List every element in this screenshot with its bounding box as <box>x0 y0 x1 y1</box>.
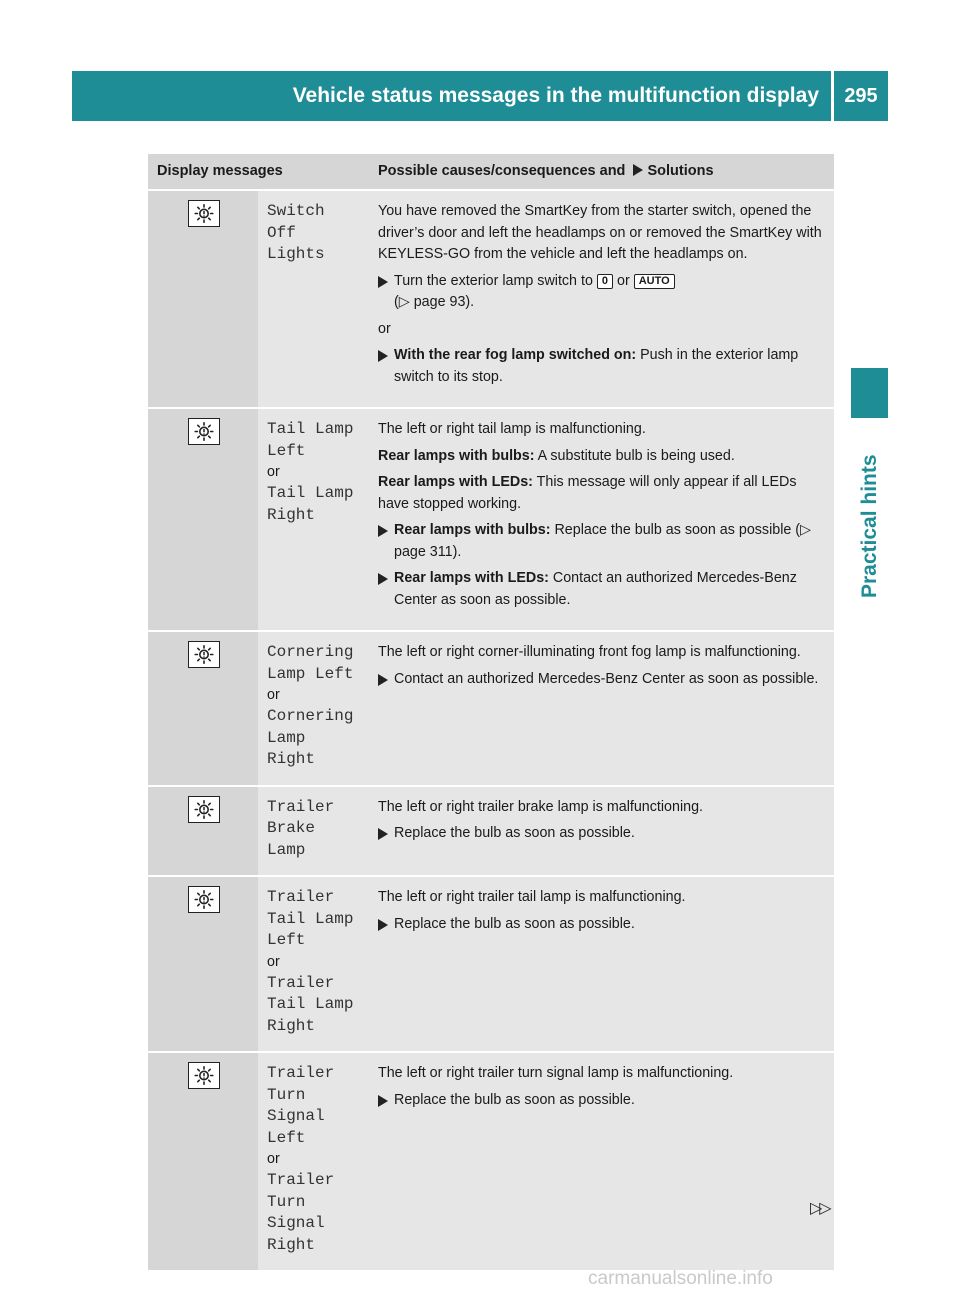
step-arrow-icon <box>378 919 388 931</box>
step-text: Replace the bulb as soon as possible (▷ page 311). <box>394 522 812 560</box>
step-arrow-icon <box>378 525 388 537</box>
section-tab-label: Practical hints <box>858 454 881 598</box>
step-arrow-icon <box>378 1095 388 1107</box>
cause-detail: A substitute bulb is being used. <box>534 447 735 464</box>
cause-text: The left or right corner-illuminating front fog lamp is malfunctioning. <box>378 644 801 660</box>
solution-step <box>378 914 826 936</box>
display-message: Cornering Lamp Left <box>267 643 354 683</box>
or-separator: or <box>378 320 391 337</box>
message-or: or <box>267 687 280 703</box>
display-message: Tail Lamp Left <box>267 420 354 460</box>
step-arrow-icon <box>378 573 388 585</box>
solution-cell <box>369 787 834 878</box>
icon-cell <box>148 877 258 1053</box>
step-condition: Rear lamps with bulbs: <box>394 522 551 538</box>
lamp-switch-auto-key: AUTO <box>634 274 675 289</box>
cause-text: You have removed the SmartKey from the starter switch, opened the driver’s door and left the headlamps on or removed the SmartKey with KEYLESS-GO from the vehicle and left the headlamps on. <box>378 203 822 262</box>
header-solutions-prefix: Possible causes/consequences and <box>378 162 626 179</box>
icon-cell <box>148 191 258 409</box>
solution-cell <box>369 632 834 787</box>
lamp-malfunction-icon <box>188 796 220 823</box>
step-text: Replace the bulb as soon as possible. <box>394 915 635 932</box>
display-message: Cornering Lamp Right <box>267 707 354 768</box>
solution-cell <box>369 877 834 1053</box>
display-message: Tail Lamp Right <box>267 484 354 524</box>
table-row <box>148 877 834 1053</box>
icon-cell <box>148 1053 258 1272</box>
lamp-switch-off-key: 0 <box>597 274 613 289</box>
status-message-table <box>148 154 834 1272</box>
step-text: Contact an authorized Mercedes-Benz Center as soon as possible. <box>394 570 797 608</box>
icon-cell <box>148 787 258 878</box>
arrow-icon <box>633 164 643 176</box>
solution-step <box>378 520 826 563</box>
display-message: Trailer Tail Lamp Right <box>267 973 354 1035</box>
message-cell <box>258 632 369 787</box>
step-text: Contact an authorized Mercedes-Benz Center as soon as possible. <box>394 670 819 687</box>
message-or: or <box>267 464 280 480</box>
message-cell <box>258 191 369 409</box>
page-reference: (▷ page 93). <box>394 294 475 310</box>
cause-text <box>378 446 826 468</box>
icon-cell <box>148 409 258 632</box>
table-row <box>148 787 834 878</box>
cause-condition: Rear lamps with LEDs: <box>378 474 533 490</box>
table-header-row <box>148 154 834 191</box>
cause-text: The left or right trailer tail lamp is malfunctioning. <box>378 889 686 905</box>
watermark: carmanualsonline.info <box>588 1268 773 1289</box>
step-text: Turn the exterior lamp switch to <box>394 272 593 289</box>
step-text: Replace the bulb as soon as possible. <box>394 825 635 841</box>
message-cell <box>258 409 369 632</box>
solution-cell <box>369 191 834 409</box>
cause-text <box>378 472 826 515</box>
cause-condition: Rear lamps with bulbs: <box>378 447 535 464</box>
step-text: Replace the bulb as soon as possible. <box>394 1091 635 1108</box>
table-row <box>148 632 834 787</box>
display-message: Trailer Turn Signal Left <box>267 1064 335 1147</box>
icon-cell <box>148 632 258 787</box>
table-row <box>148 1053 834 1272</box>
header-display-messages: Display messages <box>148 154 369 191</box>
header-solutions <box>369 154 834 191</box>
lamp-malfunction-icon <box>188 641 220 668</box>
table-row <box>148 409 834 632</box>
solution-step <box>378 568 826 611</box>
solution-cell <box>369 409 834 632</box>
page-number: 295 <box>844 84 878 107</box>
cause-text: The left or right trailer turn signal lamp is malfunctioning. <box>378 1065 734 1081</box>
display-message: Trailer Tail Lamp Left <box>267 888 354 949</box>
header-solutions-suffix: Solutions <box>647 162 714 179</box>
lamp-malfunction-icon <box>188 886 220 913</box>
solution-step <box>378 823 826 845</box>
side-tab-marker <box>851 368 888 418</box>
solution-step <box>378 1090 826 1112</box>
page-header <box>72 71 888 121</box>
lamp-malfunction-icon <box>188 1062 220 1089</box>
message-or: or <box>267 953 280 970</box>
step-arrow-icon <box>378 276 388 288</box>
step-arrow-icon <box>378 674 388 686</box>
table-row <box>148 191 834 409</box>
cause-text: The left or right trailer brake lamp is malfunctioning. <box>378 798 703 815</box>
cause-text: The left or right tail lamp is malfunctioning. <box>378 421 646 437</box>
step-arrow-icon <box>378 350 388 362</box>
display-message: Trailer Brake Lamp <box>267 797 335 859</box>
solution-step <box>378 345 826 388</box>
step-text: Push in the exterior lamp switch to its stop. <box>394 347 799 385</box>
solution-cell <box>369 1053 834 1272</box>
step-arrow-icon <box>378 828 388 840</box>
message-cell <box>258 877 369 1053</box>
solution-step <box>378 669 826 691</box>
continued-icon: ▷▷ <box>810 1200 829 1217</box>
message-cell <box>258 787 369 878</box>
cause-detail: This message will only appear if all LEDs have stopped working. <box>378 474 797 512</box>
solution-step <box>378 271 826 314</box>
page-title: Vehicle status messages in the multifunction display <box>292 84 819 107</box>
message-cell <box>258 1053 369 1272</box>
lamp-malfunction-icon <box>188 200 220 227</box>
message-or: or <box>267 1151 280 1167</box>
display-message: Trailer Turn Signal Right <box>267 1171 335 1254</box>
step-or: or <box>617 272 630 289</box>
step-condition: Rear lamps with LEDs: <box>394 570 549 586</box>
lamp-malfunction-icon <box>188 418 220 445</box>
display-message: Switch Off Lights <box>267 202 325 263</box>
step-condition: With the rear fog lamp switched on: <box>394 347 637 363</box>
